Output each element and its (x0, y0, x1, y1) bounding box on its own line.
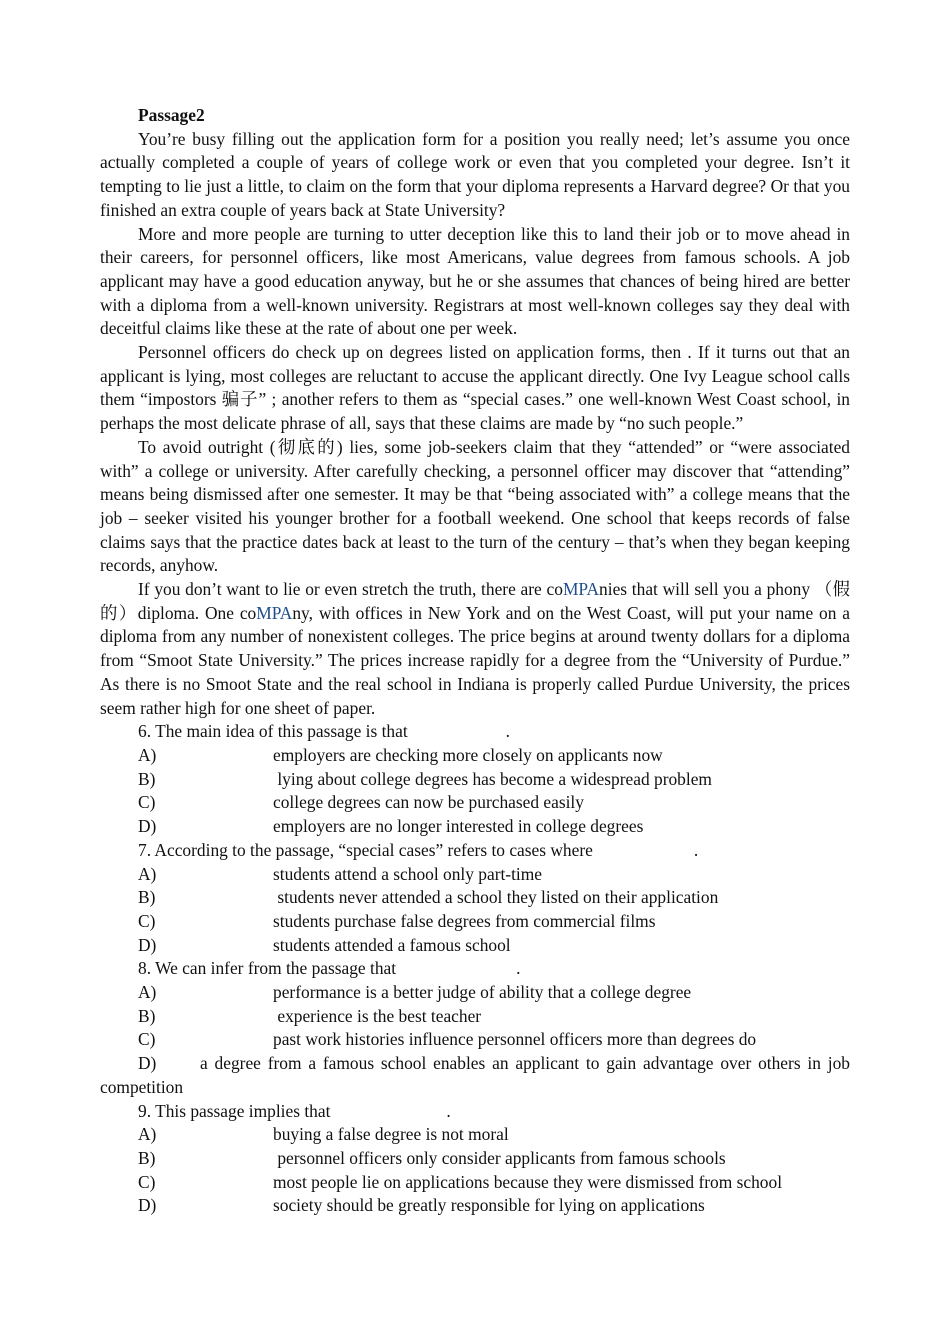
passage-paragraph-1: You’re busy filling out the application form for a position you really need; let’s assume you once actually completed a couple of years of college work or even that you completed your degree. Isn’t it tempting to lie just a little, to claim on the form that your diploma represents a Harvard degree? Or that you finished an extra couple of years back at State University? (100, 128, 850, 220)
passage-paragraph-5 (100, 578, 850, 720)
paragraph-5-part-2: nies that will sell you a phony （假的）diploma. One co (100, 579, 850, 623)
option-letter: C) (138, 1171, 156, 1192)
option-text: students purchase false degrees from commercial films (273, 910, 656, 931)
option-letter: A) (138, 744, 157, 765)
question-stem (100, 839, 850, 863)
option-letter: B) (138, 1005, 156, 1026)
question-end: . (446, 1100, 451, 1121)
answer-option (100, 1052, 850, 1099)
answer-option (100, 886, 850, 910)
option-letter: A) (138, 982, 157, 1003)
option-text: a degree from a famous school enables an applicant to gain advantage over others in job competition (100, 1053, 850, 1097)
option-letter: A) (138, 863, 157, 884)
option-letter: B) (138, 768, 156, 789)
question-stem (100, 957, 850, 981)
question-7-text: 7. According to the passage, “special cases” refers to cases where (138, 839, 593, 860)
passage-paragraph-2: More and more people are turning to utter deception like this to land their job or to move ahead in their careers, for personnel officers, like most Americans, value degrees from famous schools. A job applicant may have a good education anyway, but he or she assumes that chances of being hired are better with a diploma from a well-known university. Registrars at most well-known colleges say they deal with deceitful claims like these at the rate of about one per week. (100, 223, 850, 339)
answer-option (100, 934, 850, 958)
question-6-text: 6. The main idea of this passage is that (138, 721, 408, 742)
question-end: . (505, 721, 511, 742)
option-text: employers are checking more closely on applicants now (273, 744, 663, 765)
passage-paragraph-3: Personnel officers do check up on degrees listed on application forms, then . If it turns out that an applicant is lying, most colleges are reluctant to accuse the applicant directly. One Ivy League school calls them “impostors 骗子” ; another refers to them as “special cases.” one well-known West Coast school, in perhaps the most delicate phrase of all, says that these claims are made by “no such people.” (100, 342, 850, 434)
passage-heading: Passage2 (138, 105, 205, 125)
answer-option (100, 791, 850, 815)
question-stem (100, 1100, 850, 1124)
answer-option (100, 1171, 850, 1195)
answer-option (100, 1028, 850, 1052)
paragraph-5-part-3: ny, with offices in New York and on the West Coast, will put your name on a diploma from any number of nonexistent colleges. The price begins at around twenty dollars for a diploma from “Smoot State University.” The prices increase rapidly for a degree from the “University of Purdue.” As there is no Smoot State and the real school in Indiana is properly called Purdue University, the prices seem rather high for one sheet of paper. (100, 602, 850, 718)
option-letter: B) (138, 1147, 156, 1168)
option-text: buying a false degree is not moral (273, 1124, 509, 1145)
answer-option (100, 815, 850, 839)
option-text: experience is the best teacher (273, 1005, 482, 1026)
answer-option (100, 910, 850, 934)
answer-option (100, 1147, 850, 1171)
answer-option (100, 981, 850, 1005)
answer-option (100, 1194, 850, 1218)
question-stem (100, 720, 850, 744)
answer-option (100, 1005, 850, 1029)
answer-option (100, 744, 850, 768)
option-letter: C) (138, 792, 156, 813)
question-8-text: 8. We can infer from the passage that (138, 958, 397, 979)
option-text: performance is a better judge of ability that a college degree (273, 982, 692, 1003)
answer-option (100, 1123, 850, 1147)
option-text: employers are no longer interested in college degrees (273, 816, 644, 837)
option-text: students never attended a school they listed on their application (273, 887, 719, 908)
answer-option (100, 768, 850, 792)
highlighted-text: MPA (256, 602, 293, 623)
option-text: past work histories influence personnel officers more than degrees do (273, 1029, 757, 1050)
highlighted-text: MPA (562, 579, 600, 600)
answer-option (100, 863, 850, 887)
question-end: . (693, 839, 699, 860)
option-text: society should be greatly responsible for lying on applications (273, 1195, 705, 1216)
option-text: college degrees can now be purchased easily (273, 792, 584, 813)
option-text: lying about college degrees has become a widespread problem (273, 768, 712, 789)
document-page (100, 104, 850, 1218)
option-text: personnel officers only consider applicants from famous schools (273, 1147, 726, 1168)
option-letter: D) (138, 934, 157, 955)
option-letter: D) (138, 1053, 157, 1074)
option-letter: D) (138, 816, 157, 837)
option-letter: C) (138, 1029, 156, 1050)
option-letter: D) (138, 1195, 157, 1216)
question-end: . (516, 958, 521, 979)
option-text: most people lie on applications because they were dismissed from school (273, 1171, 783, 1192)
option-letter: C) (138, 910, 156, 931)
option-letter: A) (138, 1124, 157, 1145)
option-letter: B) (138, 887, 156, 908)
option-text: students attended a famous school (273, 934, 511, 955)
passage-paragraph-4: To avoid outright (彻底的) lies, some job-seekers claim that they “attended” or “were associated with” a college or university. After carefully checking, a personnel officer may discover that “attending” means being dismissed after one semester. It may be that “being associated with” a college means that the job – seeker visited his younger brother for a football weekend. One school that keeps records of false claims says that the practice dates back at least to the turn of the century – that’s when they began keeping records, anyhow. (100, 436, 850, 576)
option-text: students attend a school only part-time (273, 863, 543, 884)
question-9-text: 9. This passage implies that (138, 1100, 331, 1121)
paragraph-5-part-1: If you don’t want to lie or even stretch the truth, there are co (138, 579, 563, 600)
